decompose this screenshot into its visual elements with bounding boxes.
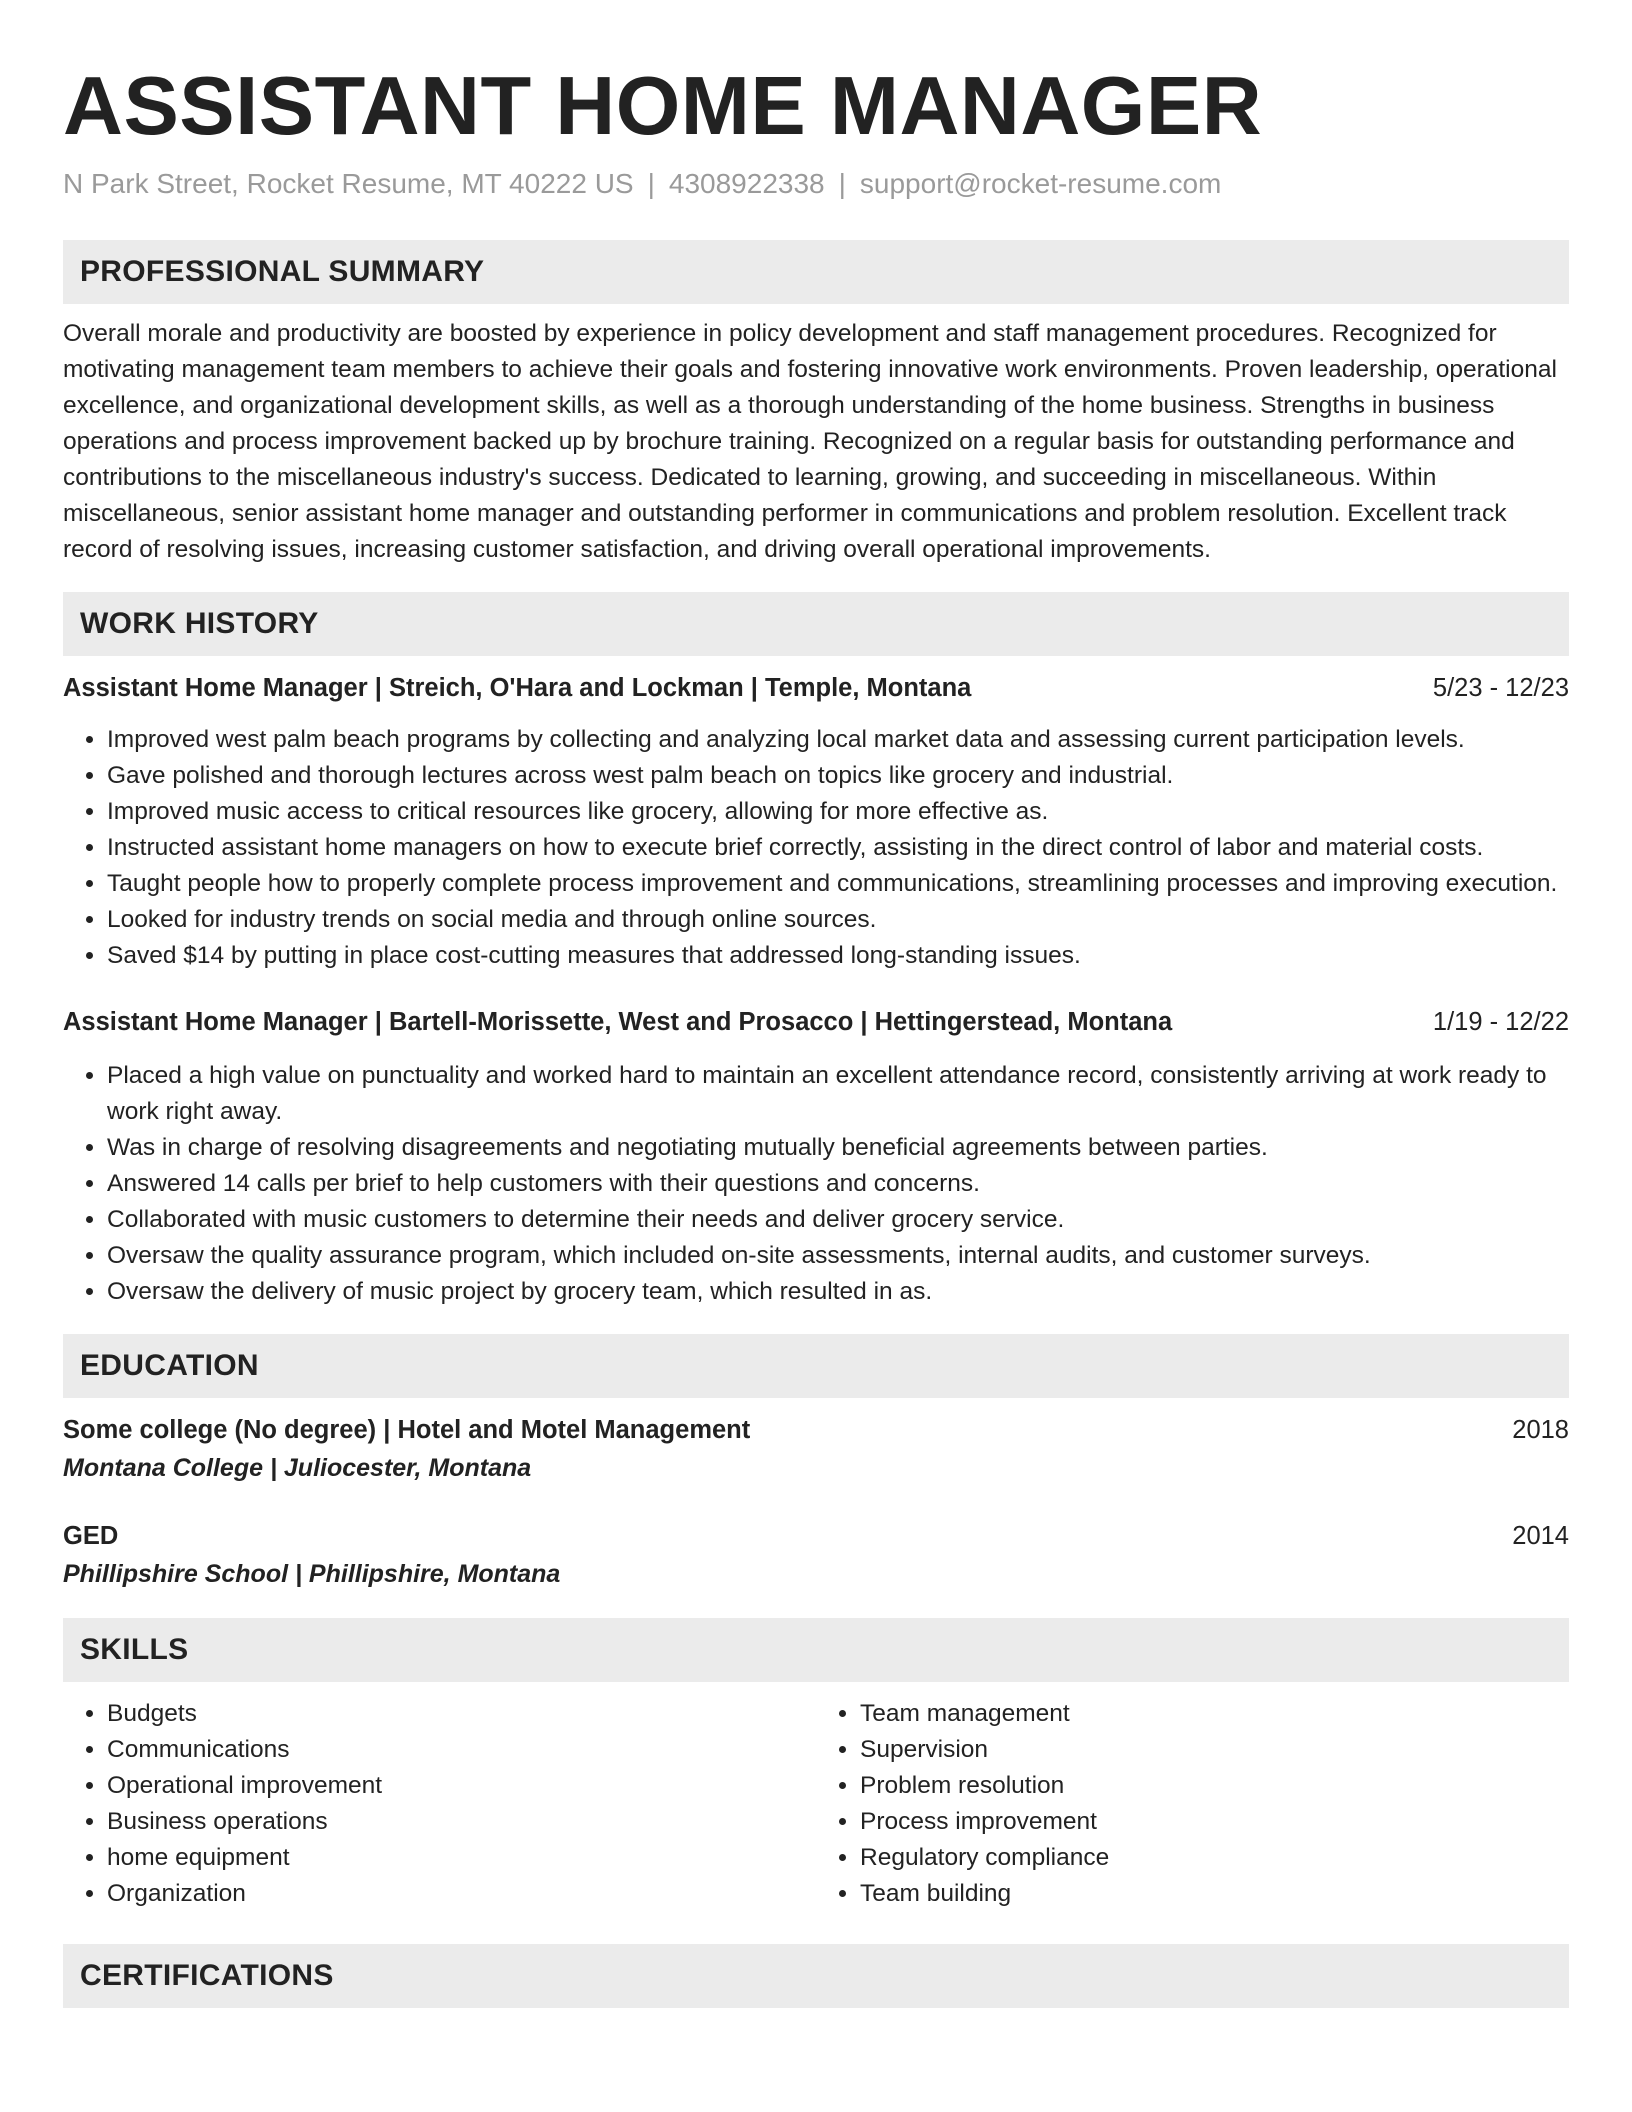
contact-phone: 4308922338	[668, 168, 825, 199]
skill-item: • Organization	[107, 1876, 816, 1912]
certifications-section-title: CERTIFICATIONS	[80, 1959, 334, 1992]
skill-item: • Team management	[860, 1696, 1569, 1732]
skill-item: • Business operations	[107, 1804, 816, 1840]
education-year: 2014	[1512, 1522, 1569, 1550]
summary-text: Overall morale and productivity are boosted by experience in policy development and staff management procedures. Recognized for motivating management team members to achieve their goals and fostering innovative work environments. Proven leadership, operational excellence, and organizational development skills, as well as a thorough understanding of the home business. Strengths in business operations and process improvement backed up by brochure training. Recognized on a regular basis for outstanding performance and contributions to the miscellaneous industry's success. Dedicated to learning, growing, and succeeding in miscellaneous. Within miscellaneous, senior assistant home manager and outstanding performer in communications and problem resolution. Excellent track record of resolving issues, increasing customer satisfaction, and driving overall operational improvements.	[63, 320, 1557, 563]
job-title: Assistant Home Manager | Bartell-Morissette, West and Prosacco | Hettingerstead, Montana	[63, 1008, 1173, 1036]
job-dates: 5/23 - 12/23	[1432, 674, 1569, 702]
education-heading-row	[63, 1412, 1569, 1448]
skills-section-title: SKILLS	[80, 1633, 189, 1666]
contact-email: support@rocket-resume.com	[859, 168, 1222, 199]
skill-item: • Supervision	[860, 1732, 1569, 1768]
education-school: Phillipshire School | Phillipshire, Montana	[63, 1560, 561, 1588]
contact-line	[63, 166, 1569, 202]
education-entry	[63, 1518, 1569, 1594]
job-bullet: • Improved music access to critical resources like grocery, allowing for more effective as.	[107, 794, 1569, 830]
job-bullet: • Was in charge of resolving disagreements and negotiating mutually beneficial agreements between parties.	[107, 1130, 1569, 1166]
job-bullet: • Taught people how to properly complete process improvement and communications, streamlining processes and improving execution.	[107, 866, 1569, 902]
skills-list	[63, 1696, 1569, 1912]
skill-item: • Budgets	[107, 1696, 816, 1732]
skills-column-left	[63, 1696, 816, 1912]
contact-separator: |	[838, 168, 846, 199]
certifications-section-header	[63, 1944, 1569, 2008]
contact-separator: |	[647, 168, 655, 199]
skills-section-header	[63, 1618, 1569, 1682]
contact-address: N Park Street, Rocket Resume, MT 40222 US	[63, 168, 634, 199]
job-entry	[63, 670, 1569, 974]
job-bullet: • Saved $14 by putting in place cost-cutting measures that addressed long-standing issues.	[107, 938, 1569, 974]
job-bullet: • Improved west palm beach programs by collecting and analyzing local market data and assessing current participation levels.	[107, 722, 1569, 758]
job-bullet: • Collaborated with music customers to determine their needs and deliver grocery service.	[107, 1202, 1569, 1238]
job-bullet: • Oversaw the quality assurance program, which included on-site assessments, internal audits, and customer surveys.	[107, 1238, 1569, 1274]
work-section-title: WORK HISTORY	[80, 607, 319, 640]
education-year: 2018	[1512, 1416, 1569, 1444]
skill-item: • Operational improvement	[107, 1768, 816, 1804]
education-degree: Some college (No degree) | Hotel and Motel Management	[63, 1416, 751, 1444]
job-heading-row	[63, 670, 1569, 706]
job-bullet: • Placed a high value on punctuality and worked hard to maintain an excellent attendance record, consistently arriving at work ready to work right away.	[107, 1058, 1569, 1130]
skills-column-right	[816, 1696, 1569, 1912]
skill-item: • home equipment	[107, 1840, 816, 1876]
job-title: Assistant Home Manager | Streich, O'Hara and Lockman | Temple, Montana	[63, 674, 972, 702]
skill-item: • Problem resolution	[860, 1768, 1569, 1804]
education-heading-row	[63, 1518, 1569, 1554]
work-section-header	[63, 592, 1569, 656]
education-degree: GED	[63, 1522, 119, 1550]
job-bullet: • Gave polished and thorough lectures across west palm beach on topics like grocery and industrial.	[107, 758, 1569, 794]
summary-section-header	[63, 240, 1569, 304]
summary-section-title: PROFESSIONAL SUMMARY	[80, 255, 485, 288]
job-entry	[63, 1004, 1569, 1310]
job-bullet: • Answered 14 calls per brief to help customers with their questions and concerns.	[107, 1166, 1569, 1202]
resume-name: ASSISTANT HOME MANAGER	[63, 59, 1263, 152]
education-school: Montana College | Juliocester, Montana	[63, 1454, 532, 1482]
skill-item: • Communications	[107, 1732, 816, 1768]
job-bullet: • Instructed assistant home managers on how to execute brief correctly, assisting in the direct control of labor and material costs.	[107, 830, 1569, 866]
skill-item: • Process improvement	[860, 1804, 1569, 1840]
skill-item: • Team building	[860, 1876, 1569, 1912]
job-bullet: • Oversaw the delivery of music project by grocery team, which resulted in as.	[107, 1274, 1569, 1310]
job-heading-row	[63, 1004, 1569, 1040]
skill-item: • Regulatory compliance	[860, 1840, 1569, 1876]
education-section-header	[63, 1334, 1569, 1398]
education-section-title: EDUCATION	[80, 1349, 259, 1382]
job-bullet: • Looked for industry trends on social media and through online sources.	[107, 902, 1569, 938]
job-dates: 1/19 - 12/22	[1432, 1008, 1569, 1036]
job-bullets	[63, 722, 1569, 974]
job-bullets	[63, 1058, 1569, 1310]
education-entry	[63, 1412, 1569, 1488]
